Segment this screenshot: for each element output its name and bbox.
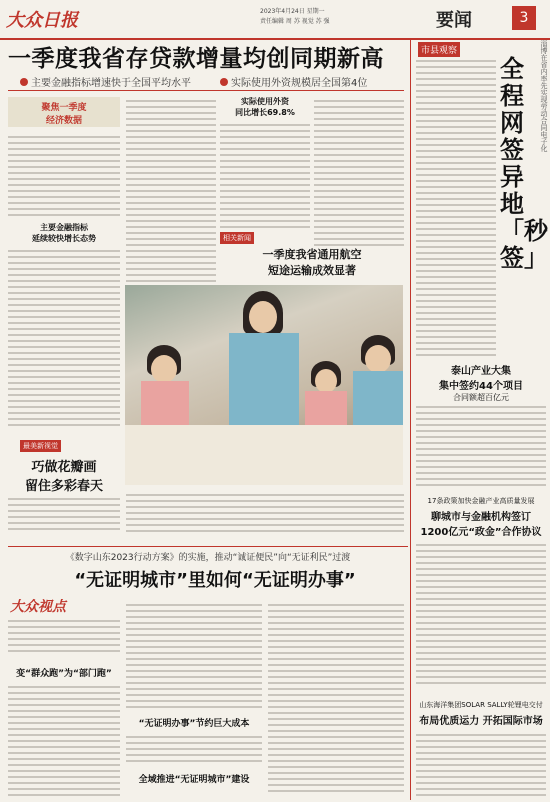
photo-story-label: 最美新视觉	[20, 440, 61, 452]
divider	[8, 546, 408, 547]
kicker-box	[8, 97, 120, 127]
bottom-text-5	[268, 600, 404, 796]
right-text-4	[416, 730, 546, 798]
lead-subhead-right-text: 实际使用外资规模居全国第4位	[231, 78, 368, 89]
kicker-line1: 聚焦一季度	[41, 103, 87, 113]
bottom-kicker: 《数字山东2023行动方案》的实施，推动“诚证便民”向“无证利民”过渡	[65, 553, 351, 563]
taishan-headline-2: 集中签约44个项目	[439, 381, 523, 392]
bottom-text-4	[126, 732, 262, 766]
divider	[8, 90, 404, 91]
left-box-heading	[8, 222, 120, 244]
taishan-headline-1: 泰山产业大集	[451, 366, 511, 377]
fdi-heading-1: 实际使用外资	[241, 97, 289, 106]
bottom-text-2	[8, 682, 120, 798]
bottom-text-3	[126, 600, 262, 710]
date-line: 2023年4月24日 星期一	[260, 8, 325, 15]
page-number: 3	[512, 6, 536, 30]
photo-story-headline-2: 留住多彩春天	[24, 479, 103, 494]
liaocheng-headline	[416, 508, 546, 538]
newspaper-logo: 大众日报	[6, 10, 78, 31]
shandong-headline: 布局优质运力 开拓国际市场	[419, 716, 543, 727]
column-divider	[410, 40, 411, 800]
bottom-sub-right: 全域推进“无证明城市”建设	[138, 775, 250, 785]
lead-subhead-left-text: 主要金融指标增速快于全国平均水平	[31, 78, 191, 89]
aviation-headline-2: 短途运输成效显著	[268, 264, 356, 277]
bullet-icon	[20, 78, 28, 86]
vertical-subhead: 淄博在省内率先实现劳动合同电子化	[540, 40, 548, 152]
shandong-kicker: 山东海洋集团SOLAR SALLY轮锂电交付	[419, 701, 543, 709]
photo-story-text	[8, 494, 120, 534]
taishan-subhead: 合同额超百亿元	[453, 393, 509, 402]
viewpoint-label: 大众视点	[10, 599, 66, 615]
related-news-tag: 相关新闻	[220, 232, 254, 244]
photo-story-headline	[8, 456, 120, 494]
bottom-headline: “无证明城市”里如何“无证明办事”	[74, 570, 356, 591]
bottom-sub-mid: “无证明办事”节约巨大成本	[138, 719, 250, 729]
fdi-heading-2: 同比增长69.8%	[235, 108, 295, 117]
editors-line: 责任编辑 周 苏 视觉 苏 强	[260, 18, 330, 25]
lead-subhead-right	[220, 74, 367, 89]
vertical-headline: 全程网签 异地「秒签」	[500, 55, 548, 272]
middle-column-text-3	[314, 96, 404, 246]
lead-subhead-left	[20, 74, 191, 89]
section-title: 要闻	[436, 10, 472, 31]
liaocheng-headline-2: 1200亿元“政金”合作协议	[420, 527, 542, 538]
left-box-heading-1: 主要金融指标	[40, 223, 88, 232]
right-text-1	[416, 56, 496, 356]
right-text-3	[416, 540, 546, 690]
liaocheng-headline-1: 聊城市与金融机构签订	[431, 512, 531, 523]
bottom-sub-left: 变“群众跑”为“部门跑”	[16, 669, 112, 679]
right-text-2	[416, 402, 546, 488]
left-box-heading-2: 延续较快增长态势	[32, 234, 96, 243]
county-observation-tag: 市县观察	[418, 42, 460, 57]
liaocheng-kicker: 17条政策加快金融产业高质量发展	[427, 497, 535, 505]
photo-caption	[126, 490, 404, 542]
middle-column-text-1	[126, 96, 216, 282]
lead-headline: 一季度我省存贷款增量均创同期新高	[8, 46, 384, 72]
bottom-text-1	[8, 616, 120, 662]
masthead	[0, 0, 550, 40]
taishan-headline	[416, 362, 546, 403]
photo-story-headline-1: 巧做花瓣画	[31, 460, 97, 475]
aviation-headline	[220, 246, 404, 278]
left-column-text-2	[8, 246, 120, 426]
aviation-headline-1: 一季度我省通用航空	[262, 248, 362, 261]
kicker-line2: 经济数据	[45, 116, 82, 126]
children-flower-art-photo	[125, 285, 403, 485]
fdi-heading	[220, 96, 310, 118]
left-column-text-1	[8, 132, 120, 216]
middle-column-text-2	[220, 120, 310, 228]
bullet-icon	[220, 78, 228, 86]
